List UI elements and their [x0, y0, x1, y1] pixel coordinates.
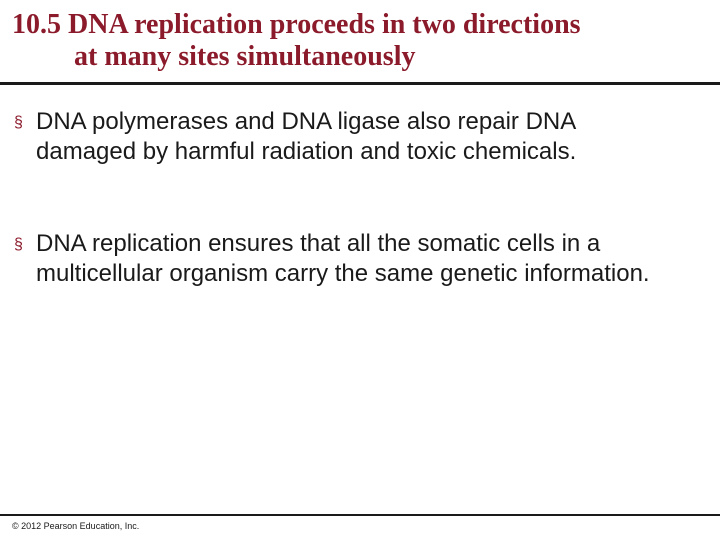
bullet-marker-icon: § — [14, 236, 23, 253]
title-divider — [0, 82, 720, 85]
bullet-text: DNA replication ensures that all the somatic cells in a multicellular organism carry the same genetic information. — [36, 230, 650, 287]
bullet-marker-icon: § — [14, 114, 23, 131]
slide-title — [12, 9, 712, 73]
bullet-item — [14, 229, 664, 289]
copyright-footer: © 2012 Pearson Education, Inc. — [12, 521, 140, 531]
slide-title-line-1: 10.5 DNA replication proceeds in two directions — [12, 9, 581, 40]
footer-divider — [0, 514, 720, 516]
bullet-text: DNA polymerases and DNA ligase also repair DNA damaged by harmful radiation and toxic chemicals. — [36, 108, 577, 165]
bullet-item — [14, 107, 664, 167]
slide-title-line-2: at many sites simultaneously — [74, 41, 416, 72]
